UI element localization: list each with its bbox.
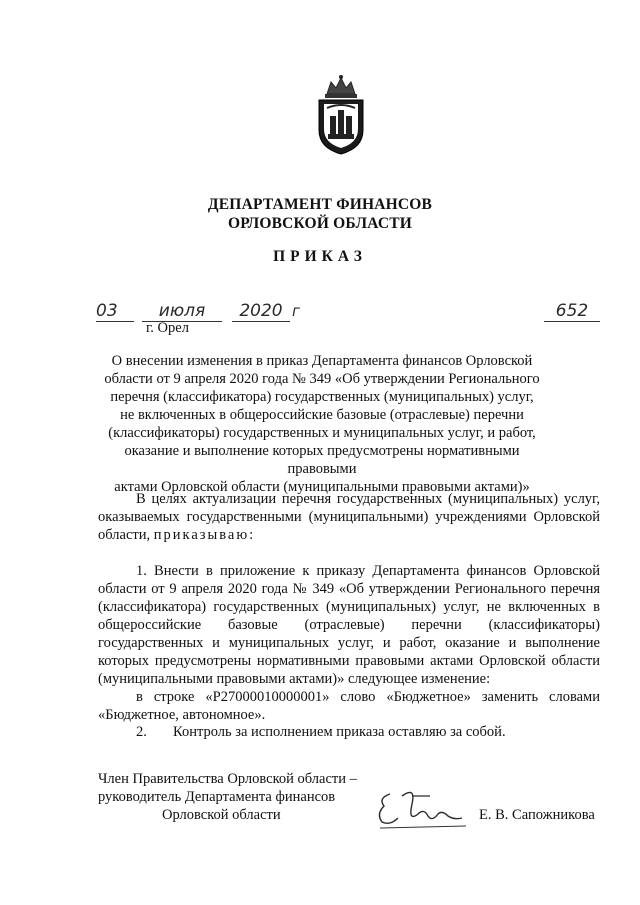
coat-of-arms-emblem [305,72,377,156]
date-month: июля [158,301,206,321]
date-month-field [142,301,222,322]
signer-position-line3: Орловской области [162,807,281,823]
subject-line: оказание и выполнение которых предусмотрены нормативными правовыми [124,443,520,477]
order-item-1-change: в строке «Р27000010000001» слово «Бюджетное» заменить словами «Бюджетное, автономное». [98,689,600,723]
order-item-2-text: Контроль за исполнением приказа оставляю за собой. [173,724,506,740]
preamble-text: В целях актуализации перечня государственных (муниципальных) услуг, оказываемых государственными (муниципальными) учреждениями Орловской области, [98,491,600,543]
subject-line: перечня (классификатора) государственных (муниципальных) услуг, [110,389,534,405]
handwritten-signature [372,784,468,832]
order-number: 652 [555,301,589,321]
subject-line: актами Орловской области (муниципальными правовыми актами)» [114,479,530,495]
subject-line: (классификаторы) государственных и муниципальных услуг, и работ, [108,425,536,441]
order-number-field [544,301,600,322]
city-label: г. Орел [146,320,189,336]
department-name-line2: ОРЛОВСКОЙ ОБЛАСТИ [227,215,413,232]
document-type-title: ПРИКАЗ [273,248,367,265]
date-year: 2020 [239,301,283,321]
subject-line: области от 9 апреля 2020 года № 349 «Об утверждении Регионального [104,371,540,387]
order-item-2-number: 2. [136,724,147,740]
subject-line: О внесении изменения в приказ Департамента финансов Орловской [111,353,533,369]
order-item-1: 1. Внести в приложение к приказу Департамента финансов Орловской области от 9 апреля 2020 года № 349 «Об утверждении Регионального перечня (классификатора) государственных (муниципальных) услуг, не включенных в общероссийские базовые (отраслевые) перечни (классификаторы) государственных и муниципальных услуг, и работ, оказание и выполнение которых предусмотрены нормативными правовыми актами Орловской области (муниципальными правовыми актами)» следующее изменение: [98,563,600,687]
signer-name: Е. В. Сапожникова [479,807,595,823]
date-year-field [232,301,290,322]
signer-position-line1: Член Правительства Орловской области – [98,771,357,787]
signer-position-line2: руководитель Департамента финансов [98,789,336,805]
date-day-field [96,301,134,322]
preamble-command: приказываю: [153,527,256,543]
subject-line: не включенных в общероссийские базовые (отраслевые) перечни [120,407,524,423]
preamble-paragraph [98,490,600,544]
date-year-suffix: г [292,302,300,320]
order-subject [98,352,546,496]
date-day: 03 [96,301,118,321]
department-name-line1: ДЕПАРТАМЕНТ ФИНАНСОВ [207,196,433,213]
